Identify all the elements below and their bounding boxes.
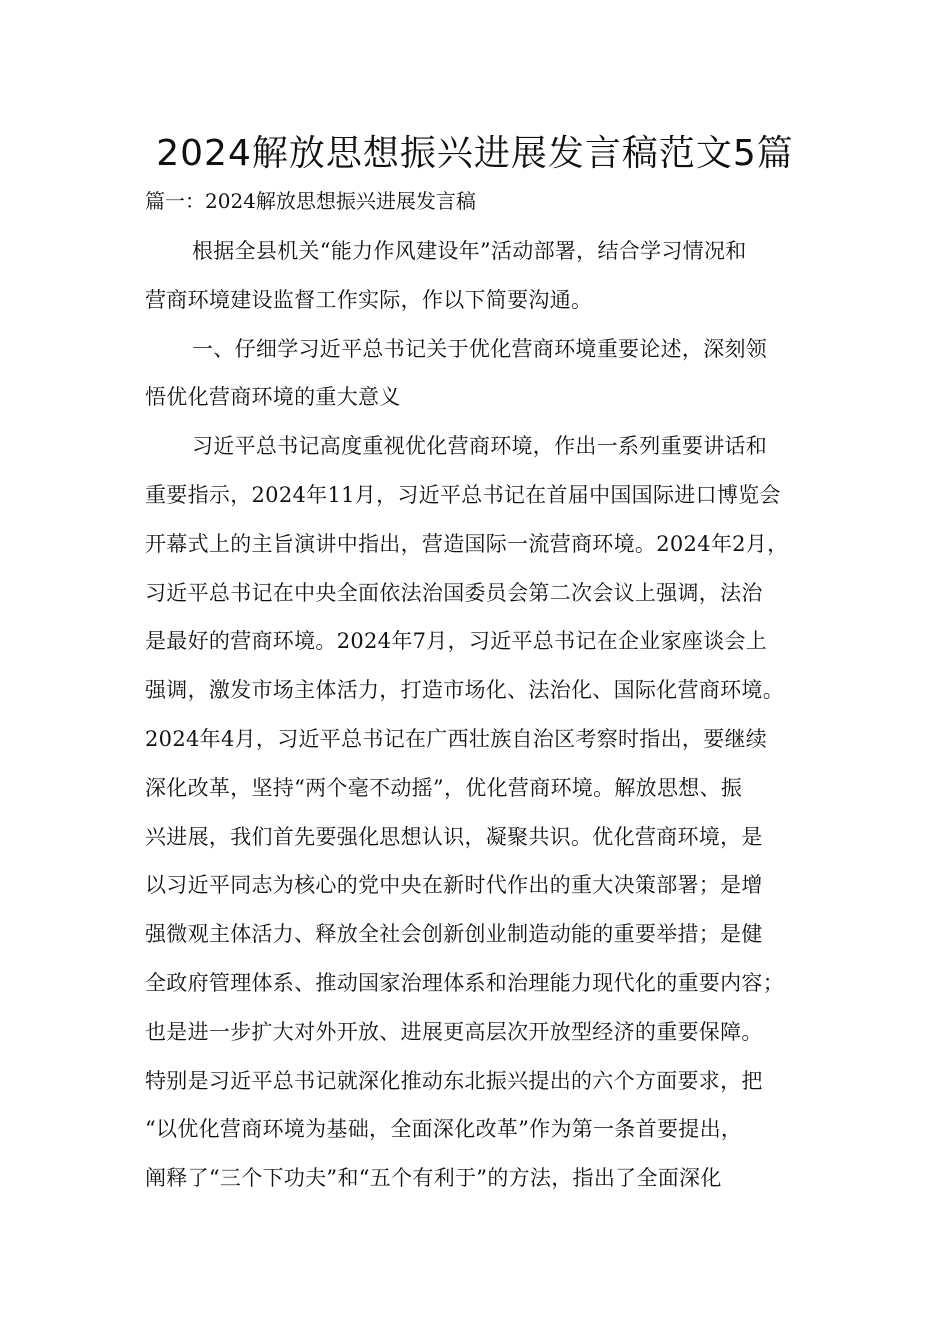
text-line: 特别是习近平总书记就深化推动东北振兴提出的六个方面要求，把: [145, 1068, 763, 1093]
section-heading: 篇一：2024解放思想振兴进展发言稿: [145, 189, 476, 213]
text-line: 也是进一步扩大对外开放、进展更高层次开放型经济的重要保障。: [145, 1019, 763, 1044]
text-line: 强微观主体活力、释放全社会创新创业制造动能的重要举措；是健: [145, 922, 763, 947]
text-line: 阐释了“三个下功夫”和“五个有利于”的方法，指出了全面深化: [145, 1166, 722, 1191]
text-line: 悟优化营商环境的重大意义: [145, 385, 401, 410]
text-line: 重要指示，2024年11月，习近平总书记在首届中国国际进口博览会: [145, 482, 781, 507]
text-line: 根据全县机关“能力作风建设年”活动部署，结合学习情况和: [192, 239, 747, 263]
text-line: 营商环境建设监督工作实际，作以下简要沟通。: [145, 287, 593, 312]
text-line: 开幕式上的主旨演讲中指出，营造国际一流营商环境。2024年2月，: [145, 531, 789, 556]
text-line: 2024年4月，习近平总书记在广西壮族自治区考察时指出，要继续: [145, 726, 768, 751]
text-line: “以优化营商环境为基础，全面深化改革”作为第一条首要提出，: [145, 1117, 743, 1142]
text-line: 一、仔细学习近平总书记关于优化营商环境重要论述，深刻领: [192, 336, 768, 361]
document-title: 2024解放思想振兴进展发言稿范文5篇: [156, 133, 794, 174]
text-line: 是最好的营商环境。2024年7月，习近平总书记在企业家座谈会上: [145, 629, 768, 654]
text-line: 以习近平同志为核心的党中央在新时代作出的重大决策部署；是增: [145, 873, 763, 898]
text-line: 全政府管理体系、推动国家治理体系和治理能力现代化的重要内容；: [145, 970, 784, 995]
text-line: 兴进展，我们首先要强化思想认识，凝聚共识。优化营商环境，是: [145, 824, 763, 849]
text-line: 习近平总书记高度重视优化营商环境，作出一系列重要讲话和: [192, 434, 768, 459]
text-line: 习近平总书记在中央全面依法治国委员会第二次会议上强调，法治: [145, 580, 763, 605]
text-line: 强调，激发市场主体活力，打造市场化、法治化、国际化营商环境。: [145, 678, 784, 703]
text-line: 深化改革，坚持“两个毫不动摇”，优化营商环境。解放思想、振: [145, 775, 743, 800]
document-body: [145, 233, 825, 1209]
